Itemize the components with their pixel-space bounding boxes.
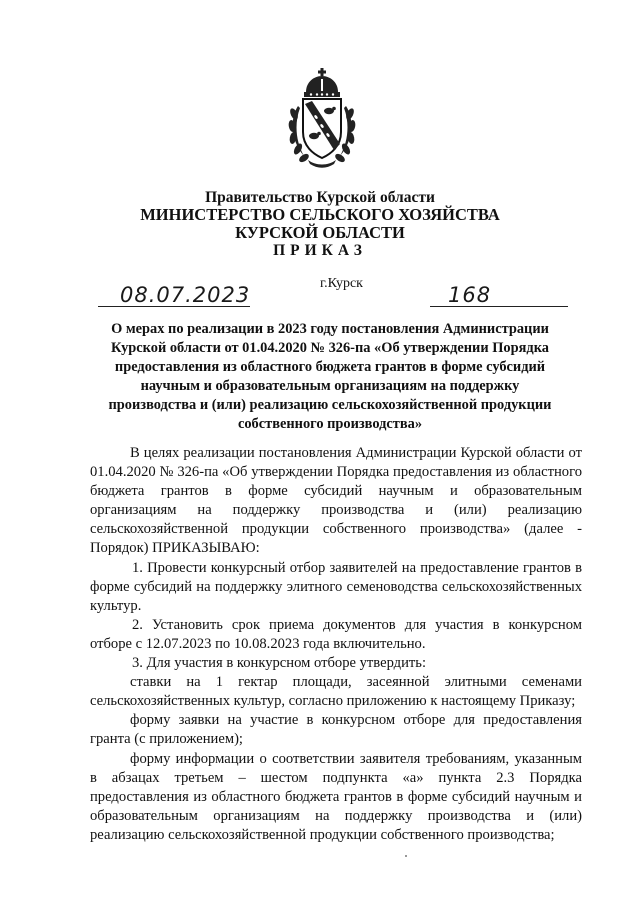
document-type: ПРИКАЗ xyxy=(273,242,367,259)
coat-of-arms-icon xyxy=(284,66,360,170)
title-line: Курской области от 01.04.2020 № 326-па «Об утверждении Порядка xyxy=(111,340,549,356)
order-body xyxy=(90,444,582,845)
sub-item-information-form: форму информации о соответствии заявителя требованиям, указанным в абзацах третьем – шестом подпункта «а» пункта 2.3 Порядка предоставления из областного бюджета грантов в форме субсидий научным и образовательным организациям на поддержку производства и (или) реализацию сельскохозяйственной продукции собственного производства; xyxy=(90,750,582,843)
title-line: О мерах по реализации в 2023 году постановления Администрации xyxy=(111,321,549,337)
number-underline xyxy=(430,306,568,307)
item-1: 1. Провести конкурсный отбор заявителей на предоставление грантов в форме субсидий на поддержку элитного семеноводства сельскохозяйственных культур. xyxy=(90,559,582,614)
item-3: 3. Для участия в конкурсном отборе утвердить: xyxy=(132,655,427,672)
scan-speck xyxy=(405,855,407,857)
sub-item-application-form: форму заявки на участие в конкурсном отборе для предоставления гранта (с приложением); xyxy=(90,712,582,748)
title-line: научным и образовательным организациям на поддержку xyxy=(140,378,520,394)
title-line: предоставления из областного бюджета грантов в форме субсидий xyxy=(114,359,546,375)
ministry-name: МИНИСТЕРСТВО СЕЛЬСКОГО ХОЗЯЙСТВА xyxy=(140,205,500,224)
date-underline xyxy=(98,306,250,307)
government-name: Правительство Курской области xyxy=(205,189,435,206)
intro-paragraph: В целях реализации постановления Администрации Курской области от 01.04.2020 № 326-па «Об утверждении Порядка предоставления из областного бюджета грантов в форме субсидий научным и образовательным организациям на поддержку производства и (или) реализацию сельскохозяйственной продукции собственного производства» (далее - Порядок) ПРИКАЗЫВАЮ: xyxy=(90,445,582,557)
ministry-region: КУРСКОЙ ОБЛАСТИ xyxy=(235,223,405,242)
title-line: производства и (или) реализацию сельскохозяйственной продукции xyxy=(108,397,552,413)
city: г.Курск xyxy=(320,276,363,291)
title-line: собственного производства» xyxy=(237,416,423,432)
order-date: 08.07.2023 xyxy=(120,283,251,307)
sub-item-rates: ставки на 1 гектар площади, засеянной элитными семенами сельскохозяйственных культур, согласно приложению к настоящему Приказу; xyxy=(90,674,582,710)
order-number: 168 xyxy=(448,283,492,307)
item-2: 2. Установить срок приема документов для участия в конкурсном отборе с 12.07.2023 по 10.08.2023 года включительно. xyxy=(90,616,582,652)
order-title xyxy=(90,320,570,434)
